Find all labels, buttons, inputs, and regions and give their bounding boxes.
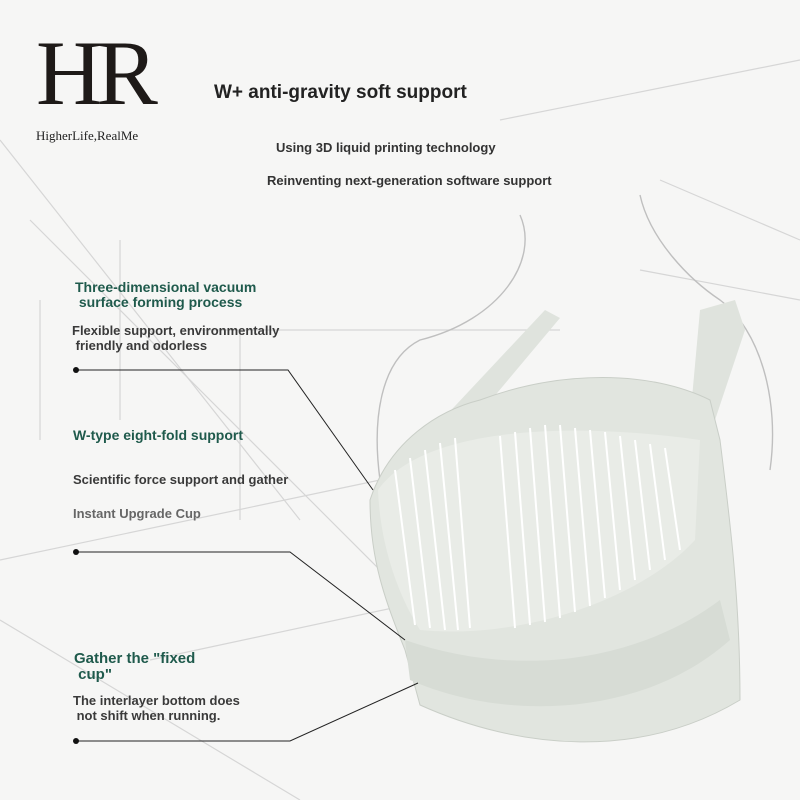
feature-2-desc: Scientific force support and gather [73, 472, 289, 487]
subheadline-2: Reinventing next-generation software support [267, 173, 552, 188]
feature-3-title: Gather the "fixed cup" [74, 650, 196, 683]
callout-dot [73, 367, 79, 373]
feature-2-title: W-type eight-fold support [73, 427, 244, 443]
feature-3-desc: The interlayer bottom does not shift when running. [73, 693, 240, 723]
headline: W+ anti-gravity soft support [214, 82, 467, 103]
feature-1-desc: Flexible support, environmentally friendly and odorless [72, 323, 280, 353]
callout-dot [73, 549, 79, 555]
leader-lines [76, 370, 418, 741]
feature-2-desc2: Instant Upgrade Cup [73, 506, 201, 521]
product-bra [370, 300, 745, 742]
subheadline-1: Using 3D liquid printing technology [276, 140, 496, 155]
brand-logo: HR [36, 22, 152, 124]
feature-1-title: Three-dimensional vacuum surface forming process [75, 279, 257, 310]
brand-tagline: HigherLife,RealMe [36, 128, 139, 143]
callout-dot [73, 738, 79, 744]
